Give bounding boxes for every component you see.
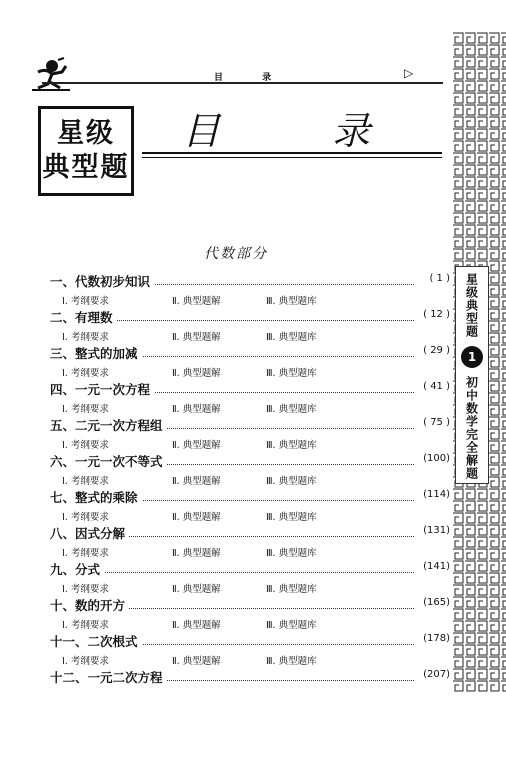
subsection-question-bank: Ⅲ. 典型题库	[266, 476, 317, 487]
chapter-title: 八、因式分解	[50, 524, 129, 542]
subsection-solutions: Ⅱ. 典型题解	[172, 512, 221, 523]
toc-chapter-row[interactable]	[50, 524, 450, 542]
subsection-question-bank: Ⅲ. 典型题库	[266, 512, 317, 523]
chapter-page-number: (207)	[423, 669, 450, 680]
subsection-question-bank: Ⅲ. 典型题库	[266, 404, 317, 415]
subsection-question-bank: Ⅲ. 典型题库	[266, 584, 317, 595]
subsection-requirements: Ⅰ. 考纲要求	[62, 368, 109, 379]
subsection-solutions: Ⅱ. 典型题解	[172, 332, 221, 343]
subsection-question-bank: Ⅲ. 典型题库	[266, 548, 317, 559]
chapter-page-number: (141)	[423, 561, 450, 572]
toc-chapter-row[interactable]	[50, 380, 450, 398]
brand-logo	[38, 106, 134, 196]
subsection-requirements: Ⅰ. 考纲要求	[62, 584, 109, 595]
subsection-solutions: Ⅱ. 典型题解	[172, 548, 221, 559]
chapter-page-number: (178)	[423, 633, 450, 644]
side-tab	[455, 266, 489, 484]
chapter-page-number: ( 12 )	[423, 309, 450, 320]
chapter-title: 七、整式的乘除	[50, 488, 142, 506]
side-book-title: 初中数学完全解题	[464, 376, 479, 480]
subsection-question-bank: Ⅲ. 典型题库	[266, 656, 317, 667]
table-of-contents	[50, 272, 450, 686]
volume-number-badge: 1	[461, 346, 483, 368]
leader-dots	[50, 572, 414, 573]
chapter-title: 十二、一元二次方程	[50, 668, 167, 686]
subsection-question-bank: Ⅲ. 典型题库	[266, 368, 317, 379]
chapter-page-number: (100)	[423, 453, 450, 464]
chapter-title: 二、有理数	[50, 308, 117, 326]
toc-subsection-row	[50, 650, 450, 668]
toc-chapter-row[interactable]	[50, 668, 450, 686]
chapter-title: 六、一元一次不等式	[50, 452, 167, 470]
subsection-question-bank: Ⅲ. 典型题库	[266, 440, 317, 451]
toc-subsection-row	[50, 290, 450, 308]
brand-line-1: 星级	[57, 118, 115, 149]
toc-chapter-row[interactable]	[50, 308, 450, 326]
chapter-page-number: ( 75 )	[423, 417, 450, 428]
toc-chapter-row[interactable]	[50, 488, 450, 506]
subsection-requirements: Ⅰ. 考纲要求	[62, 512, 109, 523]
section-heading: 代数部分	[204, 246, 268, 262]
chapter-page-number: ( 41 )	[423, 381, 450, 392]
subsection-question-bank: Ⅲ. 典型题库	[266, 332, 317, 343]
toc-subsection-row	[50, 326, 450, 344]
subsection-requirements: Ⅰ. 考纲要求	[62, 440, 109, 451]
chapter-title: 五、二元一次方程组	[50, 416, 167, 434]
chapter-title: 十一、二次根式	[50, 632, 142, 650]
subsection-solutions: Ⅱ. 典型题解	[172, 368, 221, 379]
toc-subsection-row	[50, 614, 450, 632]
subsection-requirements: Ⅰ. 考纲要求	[62, 656, 109, 667]
toc-chapter-row[interactable]	[50, 560, 450, 578]
header-arrow-icon: ▷	[404, 66, 414, 80]
toc-chapter-row[interactable]	[50, 272, 450, 290]
header-title: 目 录	[214, 73, 290, 83]
subsection-solutions: Ⅱ. 典型题解	[172, 476, 221, 487]
toc-chapter-row[interactable]	[50, 632, 450, 650]
subsection-requirements: Ⅰ. 考纲要求	[62, 404, 109, 415]
toc-subsection-row	[50, 470, 450, 488]
toc-subsection-row	[50, 506, 450, 524]
brand-line-2: 典型题	[42, 152, 130, 183]
running-figure-icon	[28, 56, 74, 92]
toc-chapter-row[interactable]	[50, 452, 450, 470]
toc-subsection-row	[50, 362, 450, 380]
chapter-title: 一、代数初步知识	[50, 272, 154, 290]
toc-subsection-row	[50, 578, 450, 596]
side-series-label: 星级典型题	[464, 273, 479, 338]
page-title: 目 录	[182, 109, 421, 153]
subsection-solutions: Ⅱ. 典型题解	[172, 620, 221, 631]
chapter-page-number: (131)	[423, 525, 450, 536]
subsection-question-bank: Ⅲ. 典型题库	[266, 620, 317, 631]
toc-chapter-row[interactable]	[50, 344, 450, 362]
subsection-requirements: Ⅰ. 考纲要求	[62, 548, 109, 559]
chapter-page-number: (165)	[423, 597, 450, 608]
toc-subsection-row	[50, 398, 450, 416]
toc-subsection-row	[50, 542, 450, 560]
title-rule	[142, 157, 442, 158]
subsection-requirements: Ⅰ. 考纲要求	[62, 620, 109, 631]
subsection-requirements: Ⅰ. 考纲要求	[62, 476, 109, 487]
chapter-title: 十、数的开方	[50, 596, 129, 614]
subsection-requirements: Ⅰ. 考纲要求	[62, 296, 109, 307]
chapter-page-number: ( 1 )	[429, 273, 450, 284]
chapter-title: 九、分式	[50, 560, 104, 578]
subsection-solutions: Ⅱ. 典型题解	[172, 584, 221, 595]
subsection-solutions: Ⅱ. 典型题解	[172, 656, 221, 667]
toc-chapter-row[interactable]	[50, 596, 450, 614]
subsection-solutions: Ⅱ. 典型题解	[172, 404, 221, 415]
chapter-title: 四、一元一次方程	[50, 380, 154, 398]
chapter-page-number: (114)	[423, 489, 450, 500]
subsection-question-bank: Ⅲ. 典型题库	[266, 296, 317, 307]
toc-subsection-row	[50, 434, 450, 452]
chapter-page-number: ( 29 )	[423, 345, 450, 356]
toc-chapter-row[interactable]	[50, 416, 450, 434]
subsection-requirements: Ⅰ. 考纲要求	[62, 332, 109, 343]
subsection-solutions: Ⅱ. 典型题解	[172, 440, 221, 451]
header-rule	[42, 82, 443, 84]
chapter-title: 三、整式的加减	[50, 344, 142, 362]
subsection-solutions: Ⅱ. 典型题解	[172, 296, 221, 307]
title-rule	[142, 152, 442, 154]
